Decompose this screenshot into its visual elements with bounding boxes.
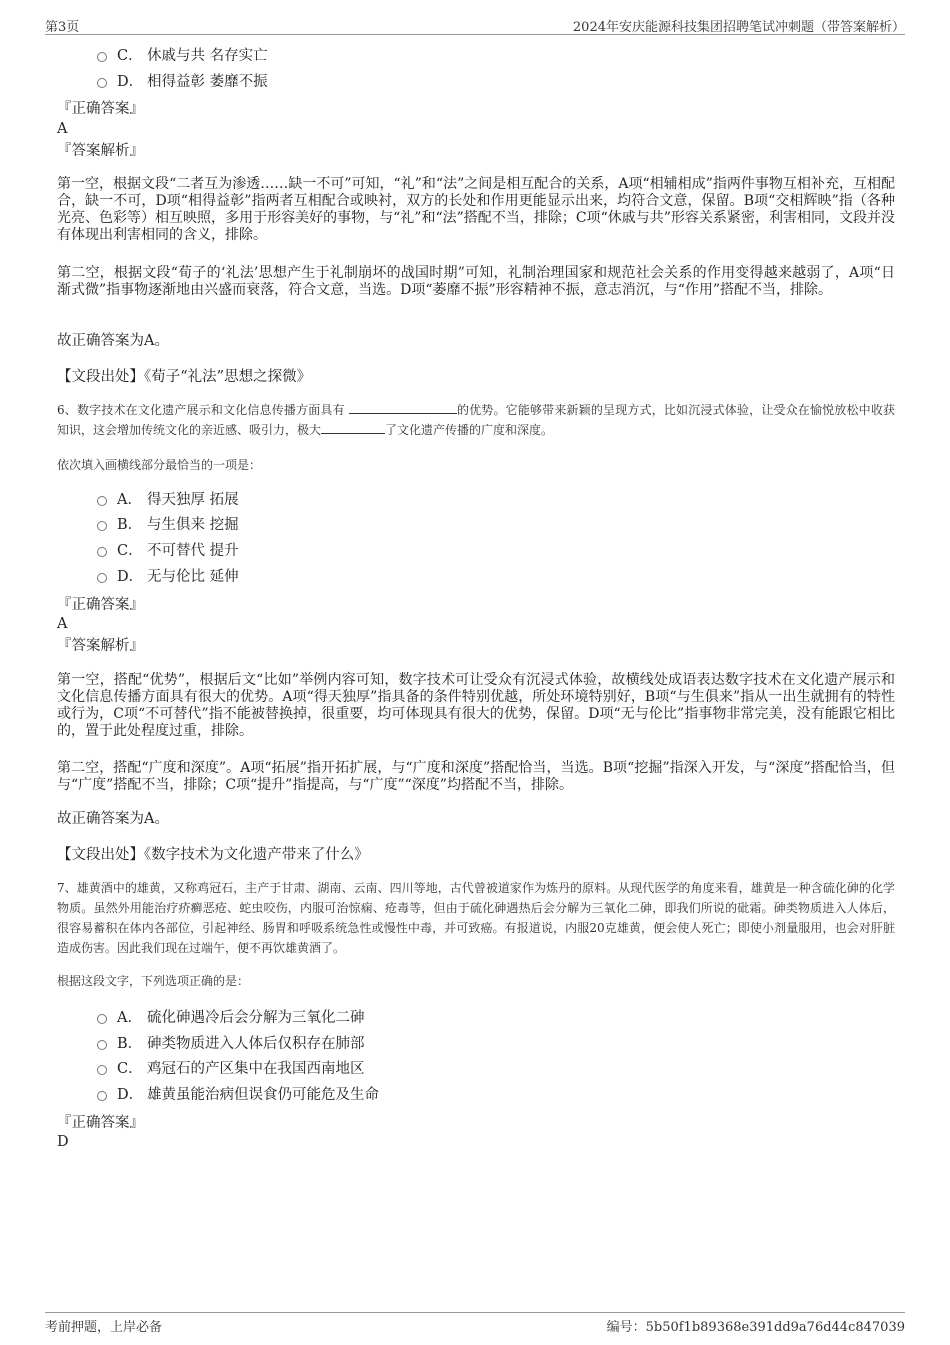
radio-icon[interactable] <box>97 1040 107 1050</box>
radio-icon[interactable] <box>97 1091 107 1101</box>
q5-analysis-paragraph-2: 第二空，根据文段“荀子的‘礼法’思想产生于礼制崩坏的战国时期”可知，礼制治理国家和规范社会关系的作用变得越来越弱了，A项“日渐式微”指事物逐渐地由兴盛而衰落，符合文意，当选。D项“萎靡不振”形容精神不振，意志消沉，与“作用”搭配不当，排除。 <box>57 265 895 298</box>
q5-analysis-paragraph-1: 第一空，根据文段“二者互为渗透……缺一不可”可知，“礼”和“法”之间是相互配合的关系，A项“相辅相成”指两件事物互相补充，互相配合，缺一不可，D项“相得益彰”指两者互相配合或映衬，双方的长处和作用更能显示出来，均符合文意，保留。B项“交相辉映”指（各种光亮、色彩等）相互映照，多用于形容美好的事物，与“礼”和“法”搭配不当，排除；C项“休戚与共”形容关系紧密，利害相同，文段并没有体现出利害相同的含义，排除。 <box>57 176 895 243</box>
q6-analysis-label: 『答案解析』 <box>57 638 144 654</box>
page-footer <box>45 1312 905 1335</box>
document-id: 编号：5b50f1b89368e391dd9a76d44c847039 <box>606 1320 905 1335</box>
radio-icon[interactable] <box>97 496 107 506</box>
q6-option-b[interactable]: B． 与生俱来 挖掘 <box>97 515 239 535</box>
q5-conclusion: 故正确答案为A。 <box>57 333 169 349</box>
q6-answer: A <box>57 616 68 632</box>
q5-source: 【文段出处】《荀子“礼法”思想之探微》 <box>57 369 312 385</box>
q6-analysis-paragraph-1: 第一空，搭配“优势”，根据后文“比如”举例内容可知，数字技术可让受众有沉浸式体验，故横线处成语表达数字技术在文化遗产展示和文化信息传播方面具有很大的优势。A项“得天独厚”指具备的条件特别优越，所处环境特别好，B项“与生俱来”指从一出生就拥有的特性或行为，C项“不可替代”指不能被替换掉，很重要，均可体现具有很大的优势，保留。D项“无与伦比”指事物非常完美，没有能跟它相比的，置于此处程度过重，排除。 <box>57 672 895 739</box>
radio-icon[interactable] <box>97 547 107 557</box>
radio-icon[interactable] <box>97 521 107 531</box>
footer-slogan: 考前押题，上岸必备 <box>45 1320 163 1335</box>
q6-conclusion: 故正确答案为A。 <box>57 811 169 827</box>
q7-answer-label: 『正确答案』 <box>57 1115 144 1131</box>
page-number: 第3页 <box>45 20 80 35</box>
q6-answer-label: 『正确答案』 <box>57 597 144 613</box>
q7-option-d[interactable]: D． 雄黄虽能治病但误食仍可能危及生命 <box>97 1085 379 1105</box>
fill-blank-1[interactable] <box>349 400 457 414</box>
q7-answer: D <box>57 1134 69 1150</box>
q6-option-a[interactable]: A． 得天独厚 拓展 <box>97 490 239 510</box>
q5-answer-label: 『正确答案』 <box>57 101 144 117</box>
q7-prompt: 根据这段文字，下列选项正确的是： <box>57 974 250 988</box>
radio-icon[interactable] <box>97 1014 107 1024</box>
q6-source: 【文段出处】《数字技术为文化遗产带来了什么》 <box>57 847 369 863</box>
q6-question-text: 6、数字技术在文化遗产展示和文化信息传播方面具有 的优势。它能够带来新颖的呈现方式，比如沉浸式体验，让受众在愉悦放松中收获知识，这会增加传统文化的亲近感、吸引力，极大 了文化遗产传播的广度和深度。 <box>57 400 895 440</box>
q6-analysis-paragraph-2: 第二空，搭配“广度和深度”。A项“拓展”指开拓扩展，与“广度和深度”搭配恰当，当选。B项“挖掘”指深入开发，与“深度”搭配恰当，但与“广度”搭配不当，排除；C项“提升”指提高，与“广度”“深度”均搭配不当，排除。 <box>57 760 895 793</box>
q7-option-c[interactable]: C． 鸡冠石的产区集中在我国西南地区 <box>97 1059 365 1079</box>
fill-blank-2[interactable] <box>321 420 385 434</box>
radio-icon[interactable] <box>97 52 107 62</box>
q5-analysis-label: 『答案解析』 <box>57 143 144 159</box>
radio-icon[interactable] <box>97 573 107 583</box>
q5-answer: A <box>57 121 68 137</box>
radio-icon[interactable] <box>97 78 107 88</box>
q5-option-d[interactable]: D． 相得益彰 萎靡不振 <box>97 72 268 92</box>
q7-question-text: 7、雄黄酒中的雄黄，又称鸡冠石，主产于甘肃、湖南、云南、四川等地，古代曾被道家作为炼丹的原料。从现代医学的角度来看，雄黄是一种含硫化砷的化学物质。虽然外用能治疗疥癣恶疮、蛇虫咬伤，内服可治惊痫、疮毒等，但由于硫化砷遇热后会分解为三氧化二砷，即我们所说的砒霜。砷类物质进入人体后，很容易蓄积在体内各部位，引起神经、肠胃和呼吸系统急性或慢性中毒，并可致癌。有报道说，内服20克雄黄，便会使人死亡；即使小剂量服用，也会对肝脏造成伤害。因此我们现在过端午，便不再饮雄黄酒了。 <box>57 881 895 955</box>
q7-option-b[interactable]: B． 砷类物质进入人体后仅积存在肺部 <box>97 1034 365 1054</box>
document-title: 2024年安庆能源科技集团招聘笔试冲刺题（带答案解析） <box>572 20 905 35</box>
q7-option-a[interactable]: A． 硫化砷遇冷后会分解为三氧化二砷 <box>97 1008 365 1028</box>
page-header <box>45 14 905 35</box>
q6-prompt: 依次填入画横线部分最恰当的一项是： <box>57 458 262 472</box>
q6-option-c[interactable]: C． 不可替代 提升 <box>97 541 239 561</box>
q6-option-d[interactable]: D． 无与伦比 延伸 <box>97 567 239 587</box>
radio-icon[interactable] <box>97 1065 107 1075</box>
q5-option-c[interactable]: C． 休戚与共 名存实亡 <box>97 46 268 66</box>
